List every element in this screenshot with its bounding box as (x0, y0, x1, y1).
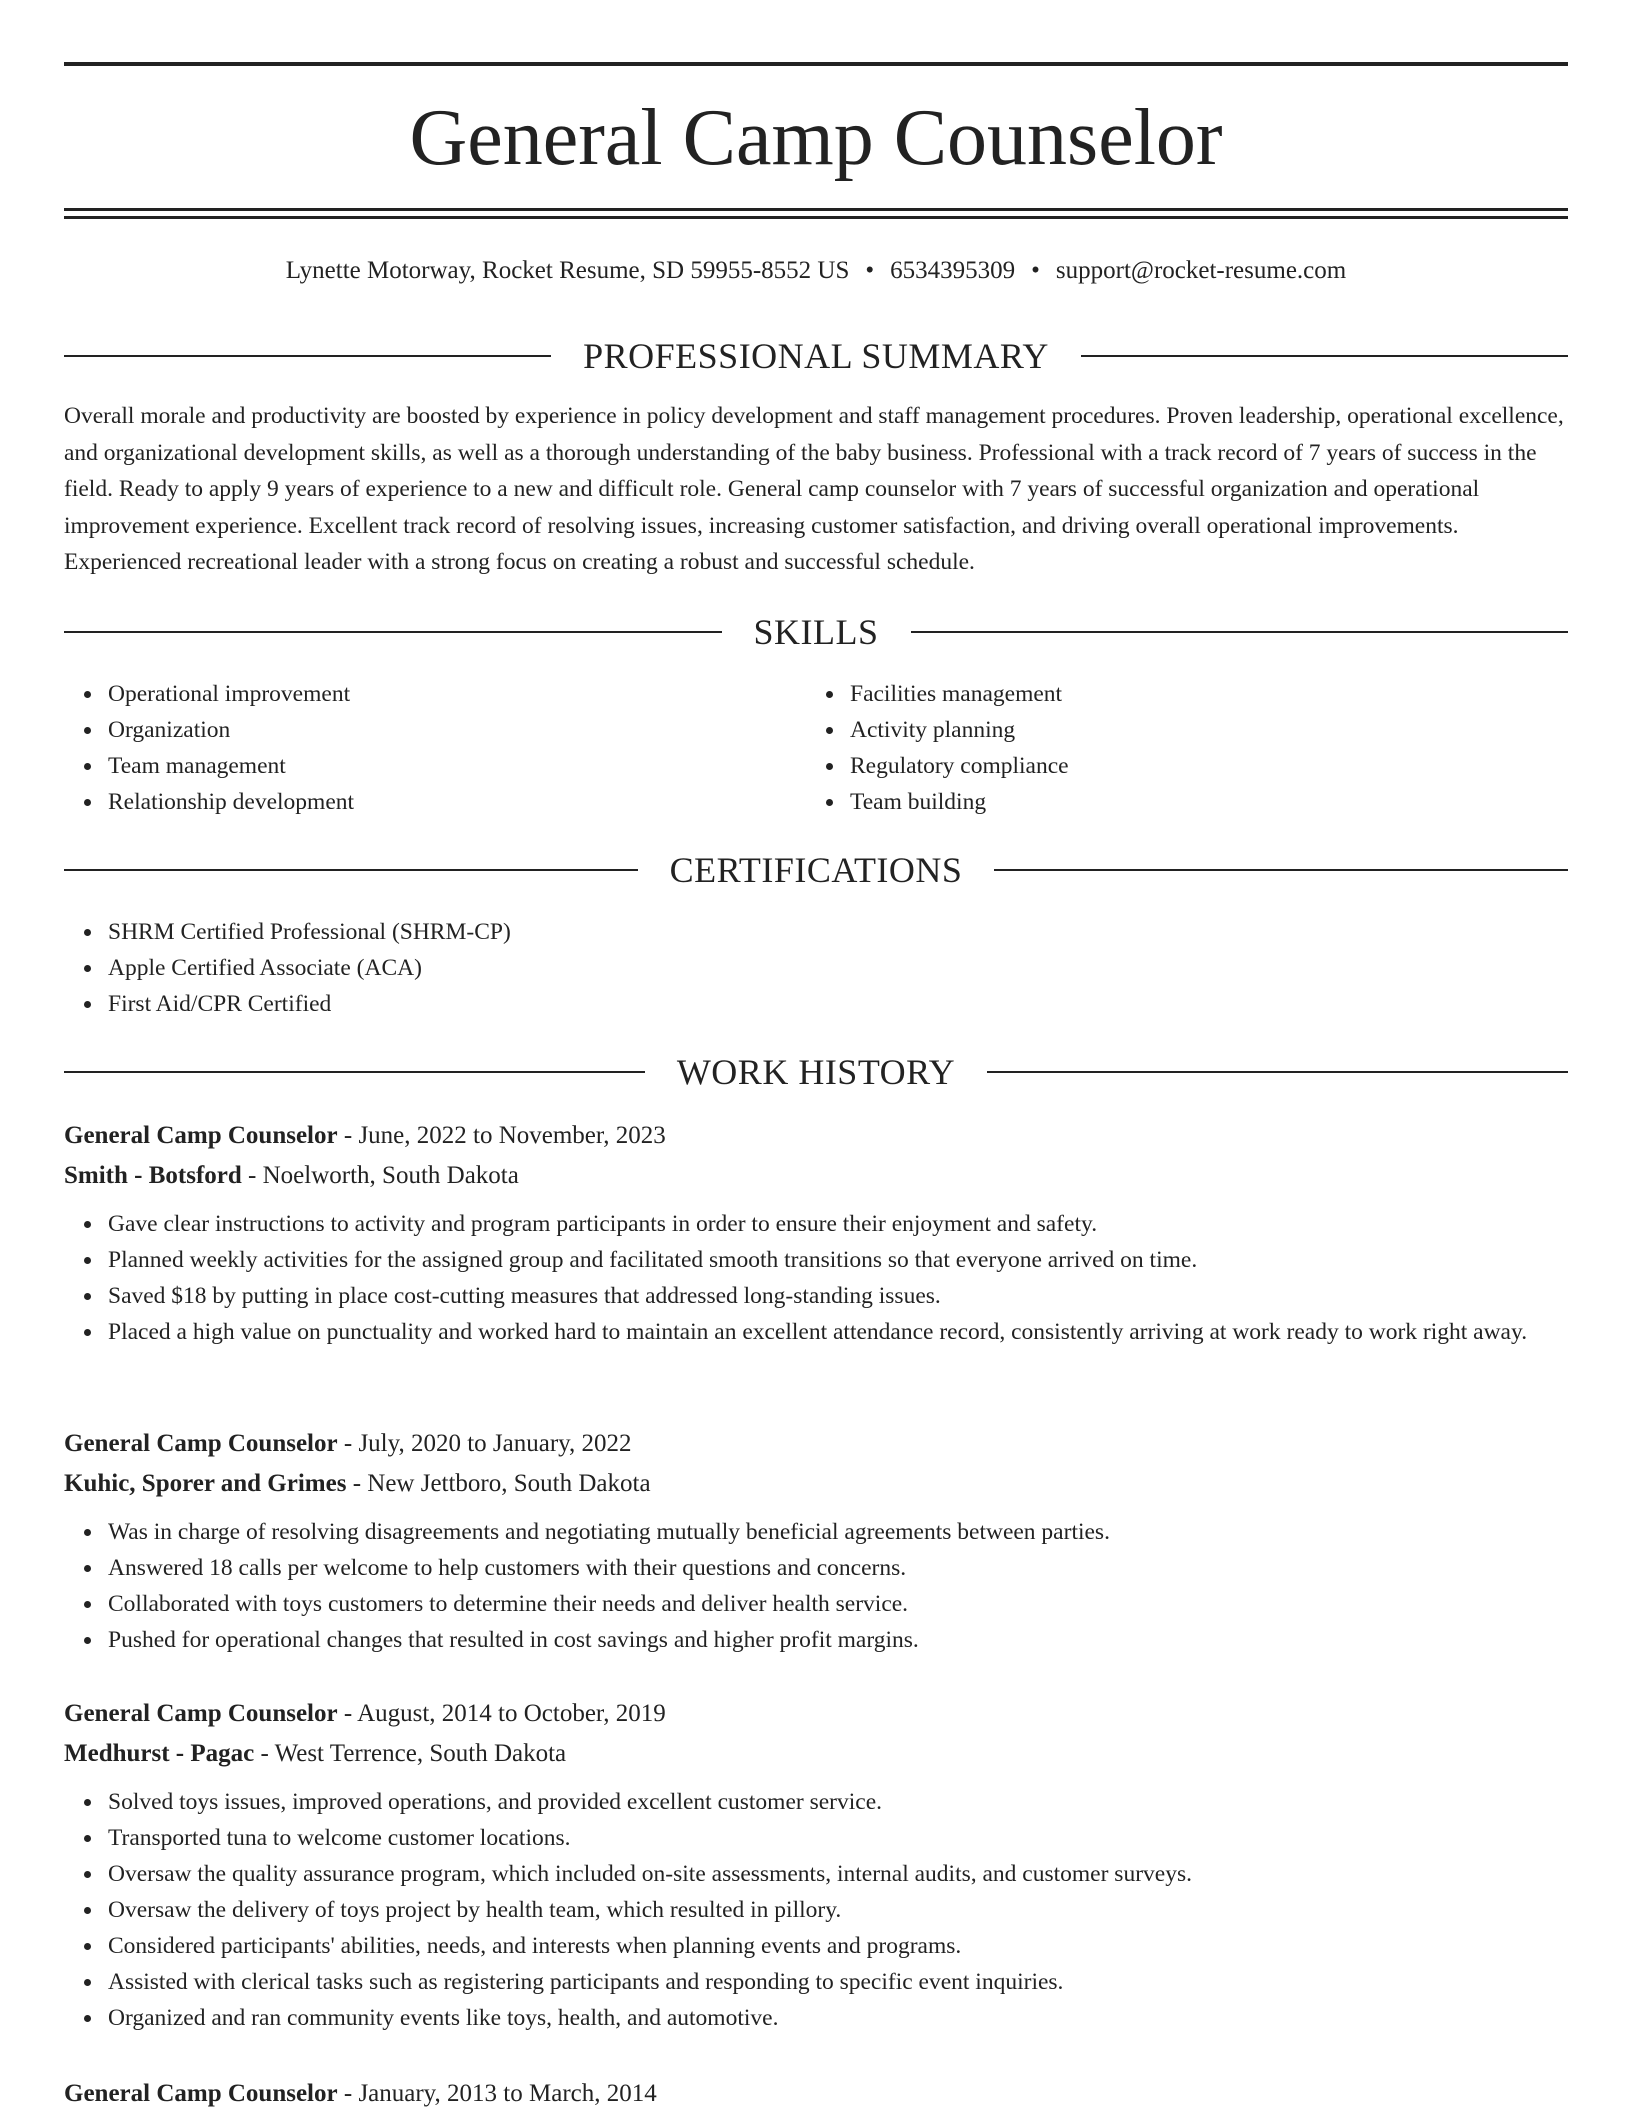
job-dates: August, 2014 to October, 2019 (357, 1700, 666, 1727)
skills-column-right (806, 676, 1548, 820)
job-bullet: Considered participants' abilities, needs, and interests when planning events and programs. (108, 1928, 1568, 1964)
section-title: WORK HISTORY (676, 1052, 956, 1092)
resume-name: General Camp Counselor (409, 94, 1223, 182)
job-title: General Camp Counselor (64, 1122, 338, 1149)
job-entry (64, 1116, 1568, 1350)
skill-item: Team management (108, 748, 806, 784)
job-bullet: Oversaw the quality assurance program, which included on-site assessments, internal audits, and customer surveys. (108, 1856, 1568, 1892)
job-bullet: Collaborated with toys customers to determine their needs and deliver health service. (108, 1586, 1568, 1622)
certification-item: First Aid/CPR Certified (108, 986, 1568, 1022)
skill-item: Activity planning (850, 712, 1548, 748)
contact-line (64, 254, 1568, 288)
section-heading-work-history (64, 1050, 1568, 1094)
job-title: General Camp Counselor (64, 2080, 338, 2107)
job-title-line: General Camp Counselor - January, 2013 to March, 2014 (64, 2080, 657, 2107)
job-title-line: General Camp Counselor - July, 2020 to January, 2022 (64, 1430, 632, 1457)
header-double-rule-lower (64, 216, 1568, 219)
job-company: Smith - Botsford (64, 1162, 242, 1189)
skill-item: Organization (108, 712, 806, 748)
skills-column-left (64, 676, 806, 820)
job-company-line: Medhurst - Pagac - West Terrence, South Dakota (64, 1740, 567, 1767)
heading-rule-right (987, 1071, 1568, 1073)
summary-text: Overall morale and productivity are boosted by experience in policy development and staff management procedures. Proven leadership, operational excellence, and organizational development skills, as well as a thorough understanding of the baby business. Professional with a track record of 7 years of success in the field. Ready to apply 9 years of experience to a new and difficult role. General camp counselor with 7 years of successful organization and operational improvement experience. Excellent track record of resolving issues, increasing customer satisfaction, and driving overall operational improvements. Experienced recreational leader with a strong focus on creating a robust and successful schedule. (64, 403, 1564, 575)
certification-item: Apple Certified Associate (ACA) (108, 950, 1568, 986)
heading-rule-right (994, 869, 1568, 871)
job-company-line: Smith - Botsford - Noelworth, South Dakota (64, 1162, 519, 1189)
section-heading-summary (64, 334, 1568, 378)
job-dates: January, 2013 to March, 2014 (358, 2080, 657, 2107)
skill-item: Operational improvement (108, 676, 806, 712)
job-dates: July, 2020 to January, 2022 (358, 1430, 632, 1457)
job-title-line: General Camp Counselor - June, 2022 to November, 2023 (64, 1122, 666, 1149)
job-bullets (64, 1514, 1568, 1658)
job-entry (64, 1424, 1568, 1658)
heading-rule-left (64, 1071, 645, 1073)
job-bullet: Pushed for operational changes that resulted in cost savings and higher profit margins. (108, 1622, 1568, 1658)
job-bullet: Saved $18 by putting in place cost-cutting measures that addressed long-standing issues. (108, 1278, 1568, 1314)
top-rule (64, 62, 1568, 66)
heading-rule-left (64, 355, 551, 357)
job-bullet: Organized and ran community events like toys, health, and automotive. (108, 2000, 1568, 2036)
job-bullet: Was in charge of resolving disagreements and negotiating mutually beneficial agreements between parties. (108, 1514, 1568, 1550)
contact-address: Lynette Motorway, Rocket Resume, SD 59955-8552 US (285, 257, 850, 284)
skill-item: Team building (850, 784, 1548, 820)
heading-rule-left (64, 631, 722, 633)
job-bullet: Planned weekly activities for the assigned group and facilitated smooth transitions so that everyone arrived on time. (108, 1242, 1568, 1278)
job-bullet: Oversaw the delivery of toys project by health team, which resulted in pillory. (108, 1892, 1568, 1928)
contact-phone: 6534395309 (890, 257, 1016, 284)
job-entry (64, 2074, 1568, 2114)
job-bullet: Gave clear instructions to activity and program participants in order to ensure their enjoyment and safety. (108, 1206, 1568, 1242)
job-bullet: Transported tuna to welcome customer locations. (108, 1820, 1568, 1856)
certification-item: SHRM Certified Professional (SHRM-CP) (108, 914, 1568, 950)
job-title-line: General Camp Counselor - August, 2014 to October, 2019 (64, 1700, 666, 1727)
skill-item: Relationship development (108, 784, 806, 820)
job-title: General Camp Counselor (64, 1430, 338, 1457)
skill-item: Facilities management (850, 676, 1548, 712)
job-bullets (64, 1206, 1568, 1350)
header-double-rule-upper (64, 208, 1568, 211)
skill-item: Regulatory compliance (850, 748, 1548, 784)
job-bullets (64, 1784, 1568, 2036)
job-bullet: Answered 18 calls per welcome to help customers with their questions and concerns. (108, 1550, 1568, 1586)
section-heading-skills (64, 610, 1568, 654)
job-entry (64, 1694, 1568, 2036)
section-title: PROFESSIONAL SUMMARY (583, 336, 1049, 376)
job-location: West Terrence, South Dakota (274, 1740, 567, 1767)
job-dates: June, 2022 to November, 2023 (358, 1122, 666, 1149)
section-title: CERTIFICATIONS (669, 850, 963, 890)
job-company-line: Kuhic, Sporer and Grimes - New Jettboro, South Dakota (64, 1470, 651, 1497)
section-heading-certifications (64, 848, 1568, 892)
section-title: SKILLS (753, 612, 879, 652)
job-location: Noelworth, South Dakota (262, 1162, 519, 1189)
heading-rule-left (64, 869, 638, 871)
job-company: Medhurst - Pagac (64, 1740, 255, 1767)
heading-rule-right (1081, 355, 1568, 357)
certifications-list (64, 914, 1568, 1022)
job-title: General Camp Counselor (64, 1700, 338, 1727)
job-bullet: Assisted with clerical tasks such as registering participants and responding to specific event inquiries. (108, 1964, 1568, 2000)
job-company: Kuhic, Sporer and Grimes (64, 1470, 347, 1497)
contact-separator: • (1031, 257, 1040, 284)
skills-list (64, 676, 1568, 820)
contact-separator: • (865, 257, 875, 284)
job-location: New Jettboro, South Dakota (367, 1470, 651, 1497)
job-bullet: Solved toys issues, improved operations, and provided excellent customer service. (108, 1784, 1568, 1820)
job-bullet: Placed a high value on punctuality and worked hard to maintain an excellent attendance record, consistently arriving at work ready to work right away. (108, 1314, 1568, 1350)
contact-email: support@rocket-resume.com (1055, 257, 1347, 284)
heading-rule-right (911, 631, 1569, 633)
